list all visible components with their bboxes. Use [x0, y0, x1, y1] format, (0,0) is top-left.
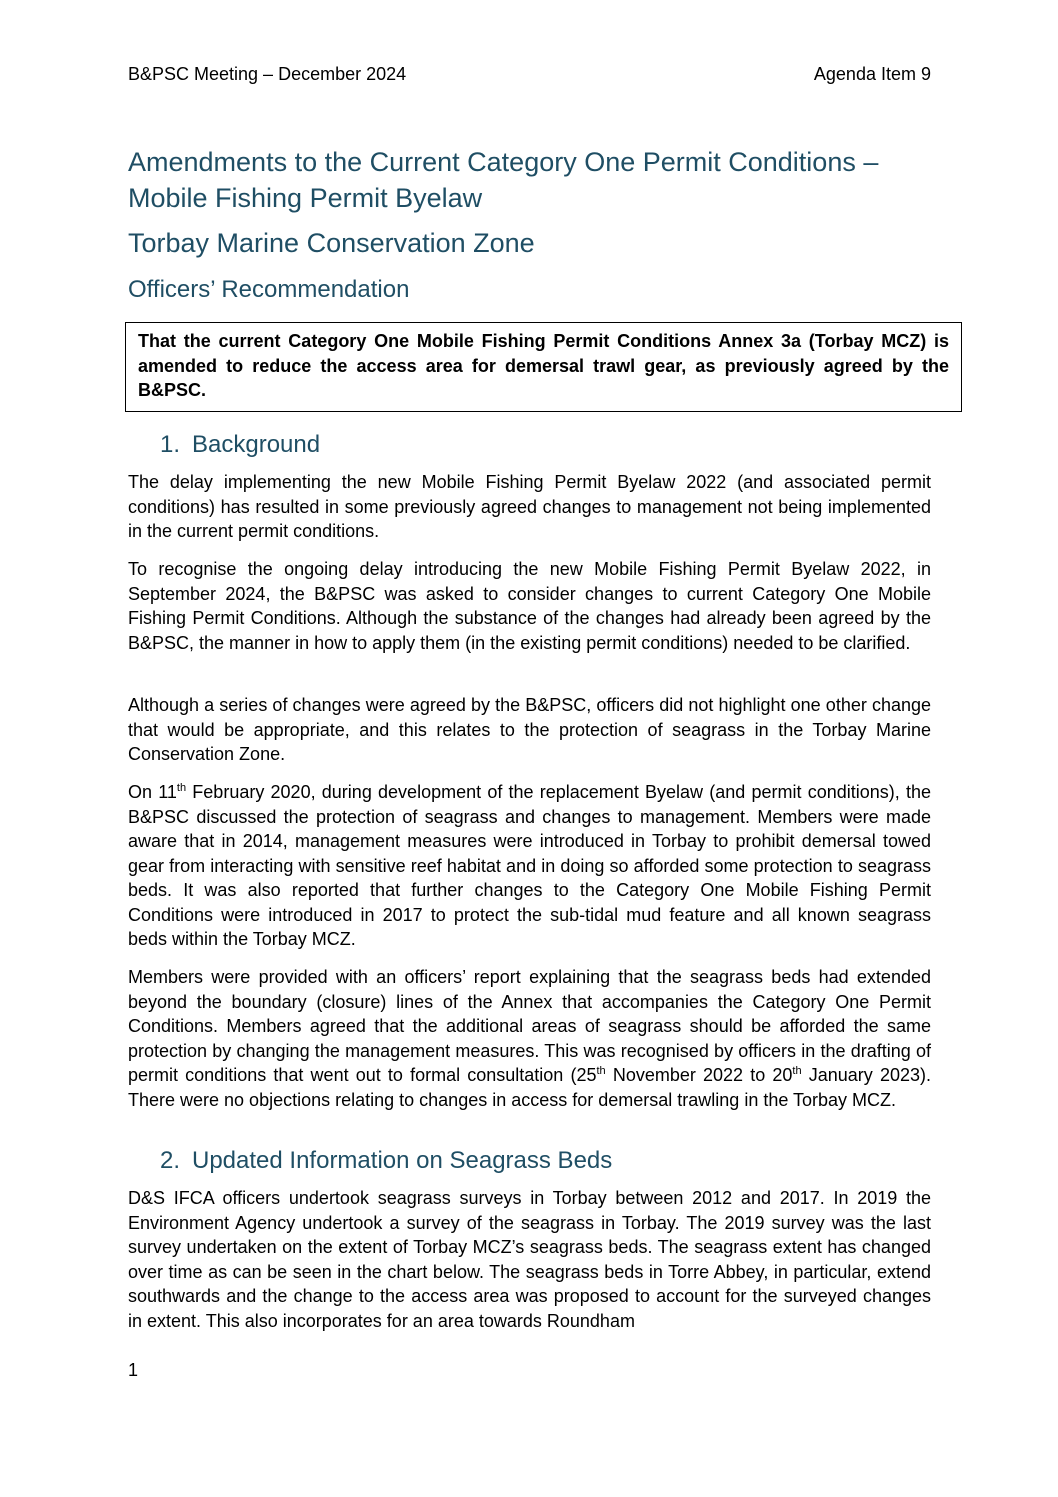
paragraph-5 [128, 965, 931, 1112]
paragraph-2: To recognise the ongoing delay introducing the new Mobile Fishing Permit Byelaw 2022, in September 2024, the B&PSC was asked to consider changes to current Category One Mobile Fishing Permit Conditions. Although the substance of the changes had already been agreed by the B&PSC, the manner in how to apply them (in the existing permit conditions) needed to be clarified. [128, 559, 931, 653]
section-heading-background [160, 431, 320, 459]
paragraph-4 [128, 780, 931, 952]
ordinal-superscript: th [596, 1065, 606, 1077]
ordinal-superscript: th [792, 1065, 802, 1077]
document-title: Amendments to the Current Category One Permit Conditions – Mobile Fishing Permit Byelaw [128, 147, 879, 213]
ordinal-superscript: th [176, 782, 187, 794]
paragraph-4-text: February 2020, during development of the replacement Byelaw (and permit conditions), the B&PSC discussed the protection of seagrass and changes to management. Members were made aware that in 2014, management measures were introduced in Torbay to prohibit demersal towed gear from interacting with sensitive reef habitat and in doing so afforded some protection to seagrass beds. It was also reported that further changes to the Category One Mobile Fishing Permit Conditions were introduced in 2017 to protect the sub-tidal mud feature and all known seagrass beds within the Torbay MCZ. [128, 782, 931, 949]
section-number: 1. [160, 431, 181, 458]
document-subtitle: Torbay Marine Conservation Zone [128, 228, 535, 258]
paragraph-1: The delay implementing the new Mobile Fishing Permit Byelaw 2022 (and associated permit conditions) has resulted in some previously agreed changes to management not being implemented in the current permit conditions. [128, 472, 931, 541]
section-title: Background [192, 431, 321, 458]
recommendation-text: That the current Category One Mobile Fishing Permit Conditions Annex 3a (Torbay MCZ) is amended to reduce the access area for demersal trawl gear, as previously agreed by the B&PSC. [138, 331, 949, 400]
paragraph-6: D&S IFCA officers undertook seagrass surveys in Torbay between 2012 and 2017. In 2019 the Environment Agency undertook a survey of the seagrass in Torbay. The 2019 survey was the last survey undertaken on the extent of Torbay MCZ’s seagrass beds. The seagrass extent has changed over time as can be seen in the chart below. The seagrass beds in Torre Abbey, in particular, extend southwards and the change to the access area was proposed to account for the surveyed changes in extent. This also incorporates for an area towards Roundham [128, 1188, 931, 1331]
paragraph-3: Although a series of changes were agreed by the B&PSC, officers did not highlight one other change that would be appropriate, and this relates to the protection of seagrass in the Torbay Marine Conservation Zone. [128, 695, 931, 764]
paragraph-5-text: November 2022 to 20 [605, 1065, 793, 1085]
header-right: Agenda Item 9 [813, 64, 931, 84]
paragraph-5-text: Members were provided with an officers’ report explaining that the seagrass beds had extended beyond the boundary (closure) lines of the Annex that accompanies the Category One Permit Conditions. Members agreed that the additional areas of seagrass should be afforded the same protection by changing the management measures. This was recognised by officers in the drafting of permit conditions that went out to formal consultation (25 [128, 967, 931, 1085]
paragraph-5-text: January 2023). There were no objections relating to changes in access for demersal trawling in the Torbay MCZ. [128, 1065, 931, 1110]
recommendation-heading: Officers’ Recommendation [128, 276, 410, 303]
section-number: 2. [160, 1147, 181, 1174]
header-left: B&PSC Meeting – December 2024 [128, 64, 407, 84]
recommendation-box [125, 322, 962, 412]
page-number: 1 [128, 1360, 139, 1380]
section-heading-seagrass [160, 1147, 612, 1175]
section-title: Updated Information on Seagrass Beds [192, 1147, 613, 1174]
paragraph-4-text: On 11 [128, 782, 177, 802]
